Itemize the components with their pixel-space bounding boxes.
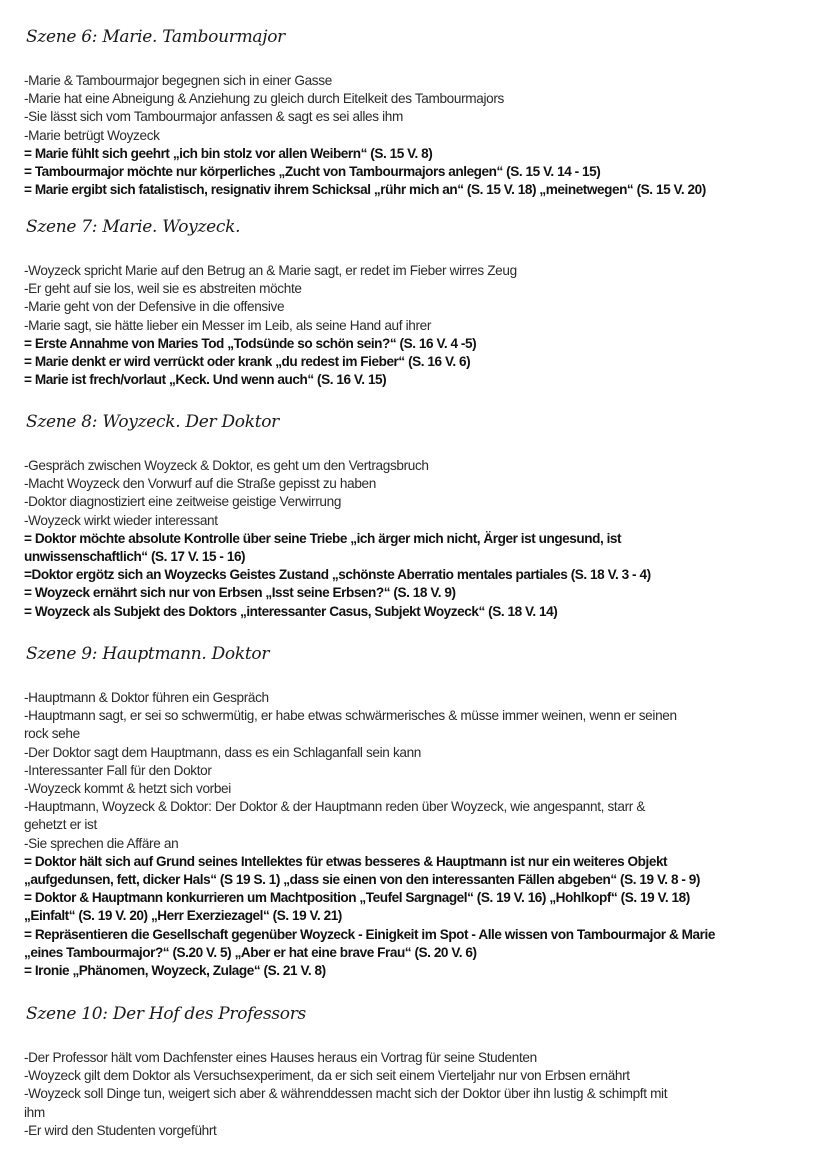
note-line: -Hauptmann & Doktor führen ein Gespräch — [24, 690, 269, 705]
conclusion-line: = Tambourmajor möchte nur körperliches „Zucht von Tambourmajors anlegen“ (S. 15 V. 14 - 15) — [24, 164, 601, 180]
note-line: -Woyzeck soll Dinge tun, weigert sich aber & währenddessen macht sich der Doktor über ihn lustig & schimpft mit — [24, 1086, 668, 1102]
scene-notes — [24, 1049, 814, 1140]
note-line: -Woyzeck gilt dem Doktor als Versuchsexperiment, da er sich seit einem Vierteljahr nur von Erbsen ernährt — [24, 1068, 630, 1084]
scene-notes — [24, 72, 814, 199]
note-line: -Er geht auf sie los, weil sie es abstreiten möchte — [24, 281, 302, 297]
scene-7 — [24, 216, 814, 389]
note-line: -Er wird den Studenten vorgeführt — [24, 1122, 217, 1138]
conclusion-line: „Einfalt“ (S. 19 V. 20) „Herr Exerziezagel“ (S. 19 V. 21) — [24, 908, 342, 924]
conclusion-line: = Doktor & Hauptmann konkurrieren um Machtposition „Teufel Sargnagel“ (S. 19 V. 16) „Hohlkopf“ (S. 19 V. 18) — [24, 890, 690, 906]
scene-8 — [24, 411, 814, 621]
note-line: -Interessanter Fall für den Doktor — [24, 762, 212, 778]
note-line: -Woyzeck spricht Marie auf den Betrug an & Marie sagt, er redet im Fieber wirres Zeug — [24, 263, 517, 278]
conclusion-line: „aufgedunsen, fett, dicker Hals“ (S 19 S. 1) „dass sie einen von den interessanten Fällen abgeben“ (S. 19 V. 8 - 9) — [24, 872, 700, 888]
note-line: ihm — [24, 1104, 45, 1120]
note-line: -Marie sagt, sie hätte lieber ein Messer im Leib, als seine Hand auf ihrer — [24, 317, 432, 333]
note-line: rock sehe — [24, 726, 80, 742]
note-line: -Doktor diagnostiziert eine zeitweise geistige Verwirrung — [24, 494, 342, 510]
scene-10 — [24, 1003, 814, 1140]
scene-heading: Szene 9: Hauptmann. Doktor — [26, 644, 270, 664]
scene-heading: Szene 8: Woyzeck. Der Doktor — [26, 412, 280, 432]
note-line: gehetzt er ist — [24, 817, 97, 833]
conclusion-line: = Doktor möchte absolute Kontrolle über seine Triebe „ich ärger mich nicht, Ärger ist ungesund, ist — [24, 530, 622, 546]
scene-heading: Szene 7: Marie. Woyzeck. — [26, 217, 241, 237]
conclusion-line: = Marie ist frech/vorlaut „Keck. Und wenn auch“ (S. 16 V. 15) — [24, 372, 387, 388]
scene-heading: Szene 6: Marie. Tambourmajor — [26, 27, 285, 47]
note-line: -Marie geht von der Defensive in die offensive — [24, 299, 285, 315]
note-line: -Woyzeck kommt & hetzt sich vorbei — [24, 781, 231, 797]
scene-notes — [24, 689, 814, 980]
conclusion-line: „eines Tambourmajor?“ (S.20 V. 5) „Aber er hat eine brave Frau“ (S. 20 V. 6) — [24, 944, 477, 960]
conclusion-line: = Marie denkt er wird verrückt oder krank „du redest im Fieber“ (S. 16 V. 6) — [24, 354, 471, 370]
note-line: -Sie sprechen die Affäre an — [24, 835, 179, 851]
scene-9 — [24, 643, 814, 980]
scene-notes — [24, 457, 814, 621]
note-line: -Hauptmann sagt, er sei so schwermütig, er habe etwas schwärmerisches & müsse immer weinen, wenn er seinen — [24, 708, 677, 724]
scene-notes — [24, 262, 814, 389]
conclusion-line: =Doktor ergötz sich an Woyzecks Geistes Zustand „schönste Aberratio mentales partiales (S. 18 V. 3 - 4) — [24, 567, 651, 583]
conclusion-line: = Woyzeck ernährt sich nur von Erbsen „Isst seine Erbsen?“ (S. 18 V. 9) — [24, 585, 456, 601]
conclusion-line: = Woyzeck als Subjekt des Doktors „interessanter Casus, Subjekt Woyzeck“ (S. 18 V. 14) — [24, 603, 558, 619]
note-line: -Marie hat eine Abneigung & Anziehung zu gleich durch Eitelkeit des Tambourmajors — [24, 91, 504, 107]
conclusion-line: = Repräsentieren die Gesellschaft gegenüber Woyzeck - Einigkeit im Spot - Alle wissen von Tambourmajor & Marie — [24, 926, 715, 942]
note-line: -Macht Woyzeck den Vorwurf auf die Straße gepisst zu haben — [24, 476, 376, 492]
conclusion-line: = Erste Annahme von Maries Tod „Todsünde so schön sein?“ (S. 16 V. 4 -5) — [24, 335, 477, 351]
note-line: -Gespräch zwischen Woyzeck & Doktor, es geht um den Vertragsbruch — [24, 458, 429, 473]
note-line: -Marie betrügt Woyzeck — [24, 127, 160, 143]
note-line: -Der Doktor sagt dem Hauptmann, dass es ein Schlaganfall sein kann — [24, 744, 422, 760]
note-line: -Woyzeck wirkt wieder interessant — [24, 512, 218, 528]
conclusion-line: unwissenschaftlich“ (S. 17 V. 15 - 16) — [24, 549, 246, 565]
note-line: -Marie & Tambourmajor begegnen sich in einer Gasse — [24, 73, 332, 88]
note-line: -Der Professor hält vom Dachfenster eines Hauses heraus ein Vortrag für seine Studenten — [24, 1050, 537, 1065]
scene-6 — [24, 26, 814, 199]
note-line: -Hauptmann, Woyzeck & Doktor: Der Doktor & der Hauptmann reden über Woyzeck, wie angespannt, starr & — [24, 799, 646, 815]
scene-heading: Szene 10: Der Hof des Professors — [26, 1004, 306, 1024]
conclusion-line: = Doktor hält sich auf Grund seines Intellektes für etwas besseres & Hauptmann ist nur ein weiteres Objekt — [24, 853, 668, 869]
conclusion-line: = Ironie „Phänomen, Woyzeck, Zulage“ (S. 21 V. 8) — [24, 963, 326, 979]
conclusion-line: = Marie ergibt sich fatalistisch, resignativ ihrem Schicksal „rühr mich an“ (S. 15 V. 18) „meinetwegen“ (S. 15 V. 20) — [24, 182, 706, 198]
conclusion-line: = Marie fühlt sich geehrt „ich bin stolz vor allen Weibern“ (S. 15 V. 8) — [24, 145, 433, 161]
note-line: -Sie lässt sich vom Tambourmajor anfassen & sagt es sei alles ihm — [24, 109, 403, 125]
